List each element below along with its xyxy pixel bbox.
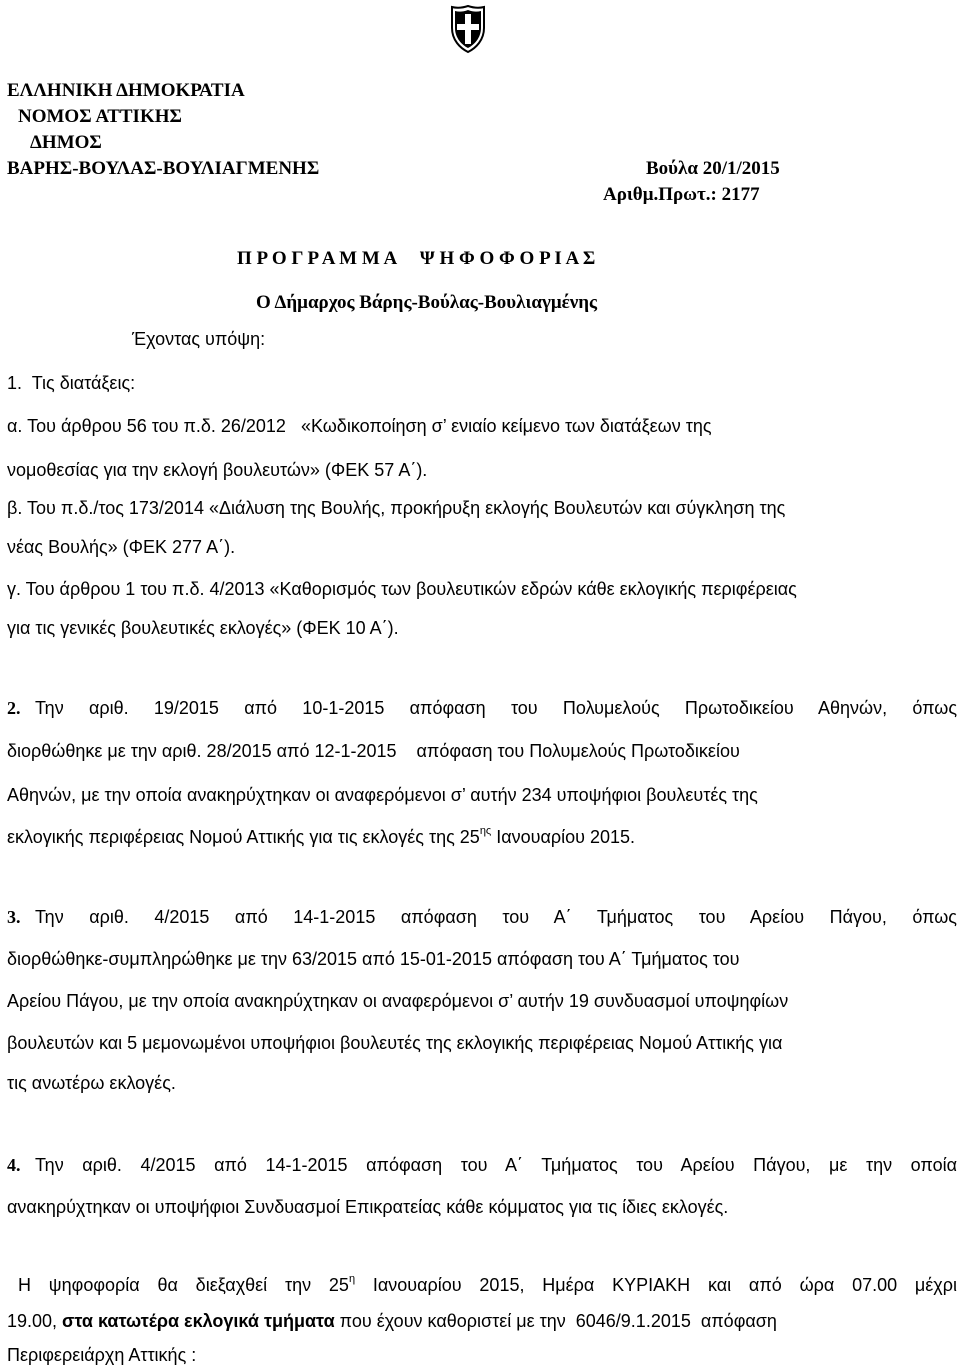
item-3-number: 3. (7, 907, 21, 927)
final-paragraph-line-3: Περιφερειάρχη Αττικής : (7, 1345, 197, 1365)
paragraph-3-line-1: Την αριθ. 4/2015 από 14-1-2015 απόφαση του Α΄ Τμήματος του Αρείου Πάγου, όπως (35, 907, 957, 927)
final-paragraph-line-1: Η ψηφοφορία θα διεξαχθεί την $25^\eta$ Ιανουαρίου 2015, Ημέρα ΚΥΡΙΑΚΗ και από ώρα 07.00 μέχρι (18, 1273, 957, 1295)
paragraph-1b-line-1: β. Του π.δ./τος 173/2014 «Διάλυση της Βουλής, προκήρυξη εκλογής Βουλευτών και σύγκληση της (7, 498, 786, 518)
final-paragraph-line-2: 19.00, στα κατωτέρα εκλογικά τμήματα που έχουν καθοριστεί με την 6046/9.1.2015 απόφαση (7, 1311, 777, 1331)
paragraph-1a-line-2: νομοθεσίας για την εκλογή βουλευτών» (ΦΕΚ 57 Α΄). (7, 460, 428, 480)
header-prefecture: ΝΟΜΟΣ ΑΤΤΙΚΗΣ (18, 106, 182, 127)
paragraph-2-line-4: εκλογικής περιφέρειας Νομού Αττικής για τις εκλογές της $25^{\eta\varsigma}$ Ιανουαρίου 2015. (7, 825, 636, 847)
document-date: Βούλα 20/1/2015 (646, 158, 780, 179)
paragraph-2-line-3: Αθηνών, με την οποία ανακηρύχτηκαν οι αναφερόμενοι σ’ αυτήν 234 υποψήφιοι βουλευτές της (7, 785, 758, 805)
protocol-number: Αριθμ.Πρωτ.: 2177 (603, 184, 760, 205)
item-4-number: 4. (7, 1155, 21, 1175)
header-municipality-label: ΔΗΜΟΣ (30, 132, 102, 153)
header-municipality-name: ΒΑΡΗΣ-ΒΟΥΛΑΣ-ΒΟΥΛΙΑΓΜΕΝΗΣ (7, 158, 320, 179)
paragraph-1c-line-2: για τις γενικές βουλευτικές εκλογές» (ΦΕΚ 10 Α΄). (7, 618, 399, 638)
header-country: ΕΛΛΗΝΙΚΗ ΔΗΜΟΚΡΑΤΙΑ (7, 80, 245, 101)
document-subtitle: Ο Δήμαρχος Βάρης-Βούλας-Βουλιαγμένης (256, 292, 598, 313)
paragraph-2-line-2: διορθώθηκε με την αριθ. 28/2015 από 12-1-2015 απόφαση του Πολυμελούς Πρωτοδικείου (7, 741, 740, 761)
paragraph-1c-line-1: γ. Του άρθρου 1 του π.δ. 4/2013 «Καθορισμός των βουλευτικών εδρών κάθε εκλογικής περιφέρειας (7, 579, 797, 599)
paragraph-2-line-1: Την αριθ. 19/2015 από 10-1-2015 απόφαση του Πολυμελούς Πρωτοδικείου Αθηνών, όπως (35, 698, 957, 718)
paragraph-3-line-2: διορθώθηκε-συμπληρώθηκε με την 63/2015 από 15-01-2015 απόφαση του Α΄ Τμήματος του (7, 949, 740, 969)
paragraph-4-line-1: Την αριθ. 4/2015 από 14-1-2015 απόφαση του Α΄ Τμήματος του Αρείου Πάγου, με την οποία (35, 1155, 957, 1175)
paragraph-3-line-3: Αρείου Πάγου, με την οποία ανακηρύχτηκαν οι αναφερόμενοι σ’ αυτήν 19 συνδυασμοί υποψηφίων (7, 991, 789, 1011)
considering-label: Έχοντας υπόψη: (132, 329, 266, 349)
document-title: Π Ρ Ο Γ Ρ Α Μ Μ Α Ψ Η Φ Ο Φ Ο Ρ Ι Α Σ (237, 248, 596, 269)
paragraph-4-line-2: ανακηρύχτηκαν οι υποψήφιοι Συνδυασμοί Επικρατείας κάθε κόμματος για τις ίδιες εκλογές. (7, 1197, 729, 1217)
paragraph-1b-line-2: νέας Βουλής» (ΦΕΚ 277 Α΄). (7, 537, 236, 557)
polling-stations-phrase: στα κατωτέρα εκλογικά τμήματα (62, 1311, 335, 1331)
paragraph-3-line-5: τις ανωτέρω εκλογές. (7, 1073, 176, 1093)
item-1-heading: 1. Τις διατάξεις: (7, 373, 136, 393)
paragraph-3-line-4: βουλευτών και 5 μεμονωμένοι υποψήφιοι βουλευτές της εκλογικής περιφέρειας Νομού Αττικής για (7, 1033, 783, 1053)
paragraph-1a-line-1: α. Του άρθρου 56 του π.δ. 26/2012 «Κωδικοποίηση σ’ ενιαίο κείμενο των διατάξεων της (7, 416, 712, 436)
greek-coat-of-arms-icon (448, 4, 488, 54)
item-2-number: 2. (7, 698, 21, 718)
